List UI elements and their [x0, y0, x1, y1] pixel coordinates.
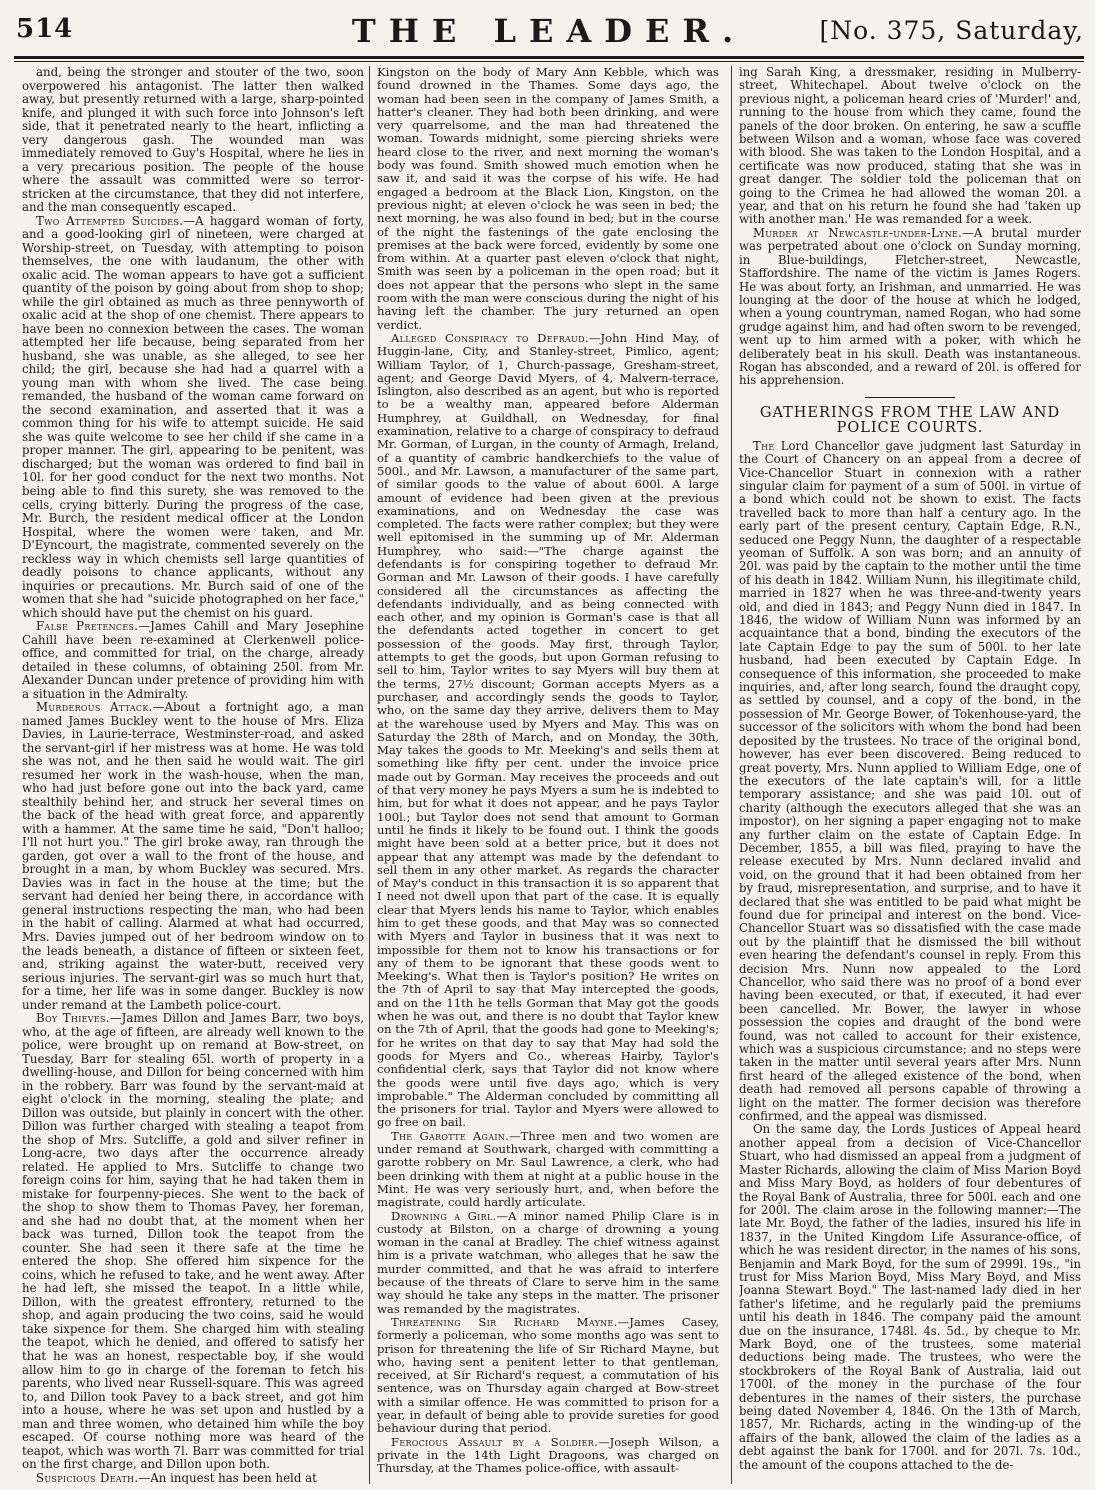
article-paragraph — [377, 332, 719, 1130]
body-text: On the same day, the Lords Justices of Appeal heard another appeal from a decision of Vice-Chancellor Stuart, who had dismissed an appeal from a judgment of Master Richards, allowing the claim of Miss Marion Boyd and Miss Mary Boyd, as holders of four debentures of the Royal Bank of Australia, three for 500l. each and one for 200l. The claim arose in the following manner:—The late Mr. Boyd, the father of the ladies, insured his life in 1837, in the United Kingdom Life Assurance-office, of which he was resident director, in the names of his sons, Benjamin and Mark Boyd, for the sum of 2999l. 19s., "in trust for Miss Marion Boyd, Miss Mary Boyd, and Miss Joanna Stewart Boyd." The last-named lady died in her father's lifetime, and he regularly paid the premiums until his death in 1846. The company paid the amount due on the insurance, 1748l. 4s. 5d., by cheque to Mr. Mark Boyd, one of the trustees, some material deductions being made. The trustees, who were the stockbrokers of the Royal Bank of Australia, laid out 1700l. of the money in the purchase of the four debentures in the names of their sisters, the purchase being dated November 4, 1846. On the 13th of March, 1857, Mr. Richards, acting in the winding-up of the affairs of the bank, allowed the claim of the ladies as a debt against the bank for 1700l. and for 207l. 7s. 10d., the amount of the coupons attached to the de- — [739, 1122, 1081, 1472]
article-heading: The Garotte Again. — [391, 1128, 510, 1143]
body-text: —A haggard woman of forty, and a good-looking girl of nineteen, were charged at Worship-street, on Tuesday, with attempting to poison themselves, the one with laudanum, the other with oxalic acid. The woman appears to have got a sufficient quantity of the poison by going about from shop to shop; while the girl obtained as much as three pennyworth of oxalic acid at the shop of one chemist. There appears to have been no connexion between the cases. The woman attempted her life because, being separated from her husband, she was unable, as she alleged, to see her child; the girl, because she had had a quarrel with a young man with whom she lived. The case being remanded, the husband of the woman came forward on the second examination, and asserted that it was a common thing for his wife to attempt suicide. He said she was quite welcome to see her child if she came in a proper manner. The girl, appearing to be penitent, was discharged; but the woman was ordered to find bail in 10l. for her good conduct for the next two months. Not being able to find this surety, she was removed to the cells, crying bitterly. During the progress of the case, Mr. Burch, the resident medical officer at the London Hospital, where the women were taken, and Mr. D'Eyncourt, the magistrate, commented severely on the reckless way in which chemists sell large quantities of deadly poisons to chance applicants, without any inquiries or precautions. Mr. Burch said of one of the women that she had "suicide photographed on her face," which should have put the chemist on his guard. — [22, 213, 364, 620]
article-paragraph — [377, 1130, 719, 1210]
column-1 — [22, 66, 364, 1484]
body-text: —A minor named Philip Clare is in custody at Bilston, on a charge of drowning a young woman in the canal at Bradley. The chief witness against him is a private watchman, who alleges that he saw the murder committed, and that he was afraid to interfere because of the threats of Clare to serve him in the same way should he take any steps in the matter. The prisoner was remanded by the magistrates. — [377, 1208, 719, 1316]
newspaper-title: THE LEADER. — [351, 12, 747, 50]
section-title-line: POLICE COURTS. — [836, 419, 984, 436]
masthead — [14, 8, 1084, 54]
article-heading: Alleged Conspiracy to Defraud. — [391, 330, 589, 345]
text-paragraph — [22, 66, 364, 215]
article-paragraph — [22, 215, 364, 620]
article-paragraph — [377, 1316, 719, 1436]
body-text: and, being the stronger and stouter of the two, soon overpowered his antagonist. The latter then walked away, but presently returned with a large, sharp-pointed knife, and plunged it with such force into Johnson's left side, that it penetrated nearly to the heart, inflicting a very dangerous gash. The wounded man was immediately removed to Guy's Hospital, where he lies in a very precarious position. The people of the house where the assault was committed were so terror-stricken at the circumstance, that they did not interfere, and the man consequently escaped. — [22, 66, 364, 215]
body-text: —About a fortnight ago, a man named James Buckley went to the house of Mrs. Eliza Davies, in Laurie-terrace, Westminster-road, and asked the servant-girl if her mistress was at home. He was told she was not, and he then said he would wait. The girl resumed her work in the wash-house, when the man, who had just before gone out into the back yard, came stealthily behind her, and struck her several times on the back of the head with great force, and apparently with a hammer. At the same time he said, "Don't halloo; I'll not hurt you." The girl broke away, ran through the garden, got over a wall to the front of the house, and brought in a man, by whom Buckley was secured. Mrs. Davies was in fact in the house at the time; but the servant had denied her being there, in accordance with general instructions respecting the man, who had been in the habit of calling. Alarmed at what had occurred, Mrs. Davies jumped out of her bedroom window on to the leads beneath, a distance of fifteen or sixteen feet, and, striking against the water-butt, received very serious injuries. The servant-girl was so much hurt that, for a time, her life was in some danger. Buckley is now under remand at the Lambeth police-court. — [22, 700, 364, 1012]
text-paragraph — [739, 1123, 1081, 1472]
text-paragraph — [739, 440, 1081, 1124]
masthead-rule-thin — [14, 61, 1084, 62]
page-number: 514 — [16, 14, 74, 44]
column-2 — [377, 66, 719, 1484]
article-heading: Drowning a Girl. — [391, 1208, 497, 1223]
body-text: —James Casey, formerly a policeman, who some months ago was sent to prison for threatening the life of Sir Richard Mayne, but who, having sent a penitent letter to that gentleman, received, at Sir Richard's request, a commutation of his sentence, was on Thursday again charged at Bow-street with a similar offence. He was committed to prison for a year, in default of being able to provide sureties for good behaviour during that period. — [377, 1314, 719, 1436]
article-paragraph — [739, 227, 1081, 388]
article-heading: False Pretences. — [36, 619, 139, 634]
article-paragraph — [377, 1436, 719, 1476]
section-title-line: GATHERINGS FROM THE LAW AND — [759, 404, 1061, 421]
article-heading: Two Attempted Suicides. — [36, 213, 184, 228]
column-divider — [731, 66, 732, 1484]
body-text: —An inquest has been held at — [138, 1470, 317, 1484]
issue-label: [No. 375, Saturday, — [819, 16, 1084, 45]
body-text: —A brutal murder was perpetrated about one o'clock on Sunday morning, in Blue-buildings, Fletcher-street, Newcastle, Staffordshire. The name of the victim is James Rogers. He was about forty, an Irishman, and unmarried. He was lounging at the door of the house at which he lodged, when a young countryman, named Rogan, who had some grudge against him, and had often sworn to be revenged, went up to him armed with a poker, with which he deliberately beat in his skull. Death was instantaneous. Rogan has absconded, and a reward of 20l. is offered for his apprehension. — [739, 225, 1081, 388]
text-paragraph — [377, 66, 719, 332]
body-text: —John Hind May, of Huggin-lane, City, and Stanley-street, Pimlico, agent; William Taylor, of 1, Church-passage, Gresham-street, agent; and George David Myers, of 4, Malvern-terrace, Islington, also described as an agent, but who is reported to be a wealthy man, appeared before Alderman Humphrey, at Guildhall, on Wednesday, for final examination, relative to a charge of conspiracy to defraud Mr. Gorman, of Lurgan, in the county of Armagh, Ireland, of a quantity of cambric handkerchiefs to the value of 500l., and Mr. Lawson, a manufacturer of the same part, of similar goods to the value of about 600l. A large amount of evidence had been given at the previous examinations, and on Wednesday the case was completed. The facts were rather complex; but they were well epitomised in the summing up of Mr. Alderman Humphrey, who said:—"The charge against the defendants is for conspiring together to defraud Mr. Gorman and Mr. Lawson of their goods. I have carefully considered all the circumstances as affecting the defendants individually, and as being connected with each other, and my opinion is Gorman's case is that all the defendants acted together in concert to get possession of the goods. May first, through Taylor, attempts to get the goods, but upon Gorman refusing to sell to him, Taylor writes to say Myers will buy them at the terms, 27½ discount; Gorman accepts Myers as a purchaser, and accordingly sends the goods to Taylor, who, on the same day they arrive, delivers them to May at the warehouse used by Myers and May. This was on Saturday the 28th of March, and on Monday, the 30th, May takes the goods to Mr. Meeking's and sells them at something like fifty per cent. under the invoice price made out by Gorman. May receives the proceeds and out of that very money he pays Myers a sum he is indebted to him, but for what it does not appear, and he pays Taylor 100l.; but Taylor does not send that amount to Gorman until he finds it likely to be found out. I think the goods might have been sold at a better price, but it does not appear that any attempt was made by the defendant to sell them in any other market. As regards the character of May's conduct in this transaction it is so apparent that I need not dwell upon that part of the case. It is equally clear that Myers lends his name to Taylor, which enables him to get these goods, and that May was so connected with Myers and Taylor in business that it was next to impossible for them not to know his transactions or for any of them to be ignorant that these goods went to Meeking's. What then is Taylor's position? He writes on the 7th of April to say that May intercepted the goods, and on the 11th he tells Gorman that May got the goods when he was out, and there is no doubt that Taylor knew on the 7th of April, that the goods had gone to Meeking's; for he writes on that day to say that May had sold the goods for Myers and Co., whereas Hairby, Taylor's confidential clerk, says that Taylor did not know where the goods were until five days ago, which is very improbable." The Alderman concluded by committing all the prisoners for trial. Taylor and Myers were allowed to go free on bail. — [377, 330, 719, 1130]
column-3 — [739, 66, 1081, 1484]
section-rule — [865, 397, 955, 398]
article-heading: Murderous Attack. — [36, 700, 153, 715]
article-paragraph — [377, 1210, 719, 1316]
article-heading: Ferocious Assault by a Soldier. — [391, 1434, 599, 1449]
body-text: Lord Chancellor gave judgment last Saturday in the Court of Chancery on an appeal from a decree of Vice-Chancellor Stuart in connexion with a rather singular claim for payment of a sum of 500l. in virtue of a bond which could not be shown to exist. The facts travelled back to more than half a century ago. In the early part of the present century, Captain Edge, R.N., seduced one Peggy Nunn, the daughter of a respectable yeoman of Suffolk. A son was born; and an annuity of 20l. was paid by the captain to the mother until the time of his death in 1842. William Nunn, his illegitimate child, married in 1827 when he was three-and-twenty years old, and died in 1843; and Peggy Nunn died in 1847. In 1846, the widow of William Nunn was informed by an acquaintance that a bond, binding the executors of the late Captain Edge to pay the sum of 500l. to her late husband, had been executed by Captain Edge. In consequence of this information, she proceeded to make inquiries, and, after long search, found the draught copy, as settled by counsel, and a copy of the bond, in the possession of Mr. George Bower, of Tokenhouse-yard, the successor of the solicitors with whom the bond had been deposited by the trustees. No trace of the original bond, however, has ever been discovered. Being reduced to great poverty, Mrs. Nunn applied to William Edge, one of the executors of the late captain's will, for a little temporary assistance; and she was paid 10l. out of charity (although the executors alleged that she was an impostor), on her signing a paper engaging not to make any further claim on the estate of Captain Edge. In December, 1855, a bill was filed, praying to have the release executed by Mrs. Nunn declared invalid and void, on the ground that it had been obtained from her by fraud, misrepresentation, and surprise, and to have it declared that she was entitled to be paid what might be found due for principal and interest on the bond. Vice-Chancellor Stuart was so dissatisfied with the case made out by the plaintiff that he dismissed the bill without even hearing the defendant's counsel in reply. From this decision Mrs. Nunn now appealed to the Lord Chancellor, who said there was no proof of a bond ever having been executed, or that, if executed, it had ever been cancelled. Mr. Bower, the lawyer in whose possession the copies and draught of the bond were found, was not called to account for their existence, which was a suspicious circumstance; and no steps were taken in the matter until several years after Mrs. Nunn first heard of the alleged existence of the bond, when death had removed all persons capable of throwing a light on the matter. The former decision was therefore confirmed, and the appeal was dismissed. — [739, 438, 1081, 1124]
masthead-rule-thick — [14, 56, 1084, 59]
column-divider — [369, 66, 370, 1484]
body-text: —Joseph Wilson, a private in the 14th Light Dragoons, was charged on Thursday, at the Thames police-office, with assault- — [377, 1434, 719, 1476]
body-text: —James Dillon and James Barr, two boys, who, at the age of fifteen, are already well known to the police, were brought up on remand at Bow-street, on Tuesday, Barr for stealing 65l. worth of property in a dwelling-house, and Dillon for being concerned with him in the robbery. Barr was found by the servant-maid at eight o'clock in the morning, stealing the plate; and Dillon was outside, but plainly in concert with the other. Dillon was further charged with stealing a teapot from the shop of Mrs. Sutcliffe, a gold and silver refiner in Long-acre, two days after the occurrence already related. He applied to Mrs. Sutcliffe to change two foreign coins for him, saying that he had taken them in mistake for fourpenny-pieces. She went to the back of the shop to show them to Thomas Pavey, her foreman, and she had no doubt that, at the moment when her back was turned, Dillon took the teapot from the counter. She had seen it there safe at the time he entered the shop. She offered him sixpence for the coins, which he refused to take, and he went away. After he had left, she missed the teapot. In a little while, Dillon, with the greatest effrontery, returned to the shop, and again producing the two coins, said he would take sixpence for them. She charged him with stealing the teapot, which he denied, and offered to satisfy her that he was an honest, respectable boy, if she would allow him to go in charge of the foreman to fetch his parents, who lived near Russell-square. This was agreed to, and Dillon took Pavey to a back street, and got him into a house, where he was set upon and hustled by a man and three women, who detained him while the boy escaped. Of course nothing more was heard of the teapot, which was worth 7l. Barr was committed for trial on the first charge, and Dillon upon both. — [22, 1011, 364, 1472]
body-text: —Three men and two women are under remand at Southwark, charged with committing a garotte robbery on Mr. Saul Lawrence, a clerk, who had been drinking with them at night at a public house in the Mint. He was very seriously hurt, and, when before the magistrate, could hardly articulate. — [377, 1128, 719, 1210]
article-heading: Threatening Sir Richard Mayne. — [391, 1314, 618, 1329]
article-paragraph — [22, 701, 364, 1012]
text-paragraph — [739, 66, 1081, 227]
body-text: Kingston on the body of Mary Ann Kebble, which was found drowned in the Thames. Some days ago, the woman had been seen in the company of James Smith, a hatter's cleaner. They had both been drinking, and were very quarrelsome, and the man had threatened the woman. Towards midnight, some piercing shrieks were heard close to the river, and next morning the woman's body was found. Smith showed much emotion when he saw it, and said it was the corpse of his wife. He had engaged a bedroom at the Black Lion, Kingston, on the previous night; at eleven o'clock he was seen in bed; the next morning, he was also found in bed; but in the course of the night the fastenings of the gate enclosing the premises at the back were forced, evidently by some one from within. At a quarter past eleven o'clock that night, Smith was seen by a policeman in the open road; but it does not appear that the persons who slept in the same room with the man were conscious during the night of his having left the chamber. The jury returned an open verdict. — [377, 66, 719, 332]
article-heading: Boy Thieves. — [36, 1011, 110, 1026]
section-title — [739, 406, 1081, 436]
article-paragraph — [22, 1472, 364, 1484]
lead-word: The — [753, 438, 775, 453]
article-heading: Murder at Newcastle-under-Lyne. — [753, 225, 963, 240]
article-paragraph — [22, 620, 364, 701]
body-text: —James Cahill and Mary Josephine Cahill have been re-examined at Clerkenwell police-office, and committed for trial, on the charge, already detailed in these columns, of obtaining 250l. from Mr. Alexander Duncan under pretence of providing him with a situation in the Admiralty. — [22, 619, 364, 701]
article-paragraph — [22, 1012, 364, 1472]
article-heading: Suspicious Death. — [36, 1470, 139, 1484]
body-text: ing Sarah King, a dressmaker, residing in Mulberry-street, Whitechapel. About twelve o'clock on the previous night, a policeman heard cries of 'Murder!' and, running to the house from which they came, found the panels of the door broken. On entering, he saw a scuffle between Wilson and a woman, whose face was covered with blood. She was taken to the London Hospital, and a certificate was now produced, stating that she was in great danger. The soldier told the policeman that on going to the Crimea he had allowed the woman 20l. a year, and that on his return he found she had 'taken up with another man.' He was remanded for a week. — [739, 66, 1081, 227]
